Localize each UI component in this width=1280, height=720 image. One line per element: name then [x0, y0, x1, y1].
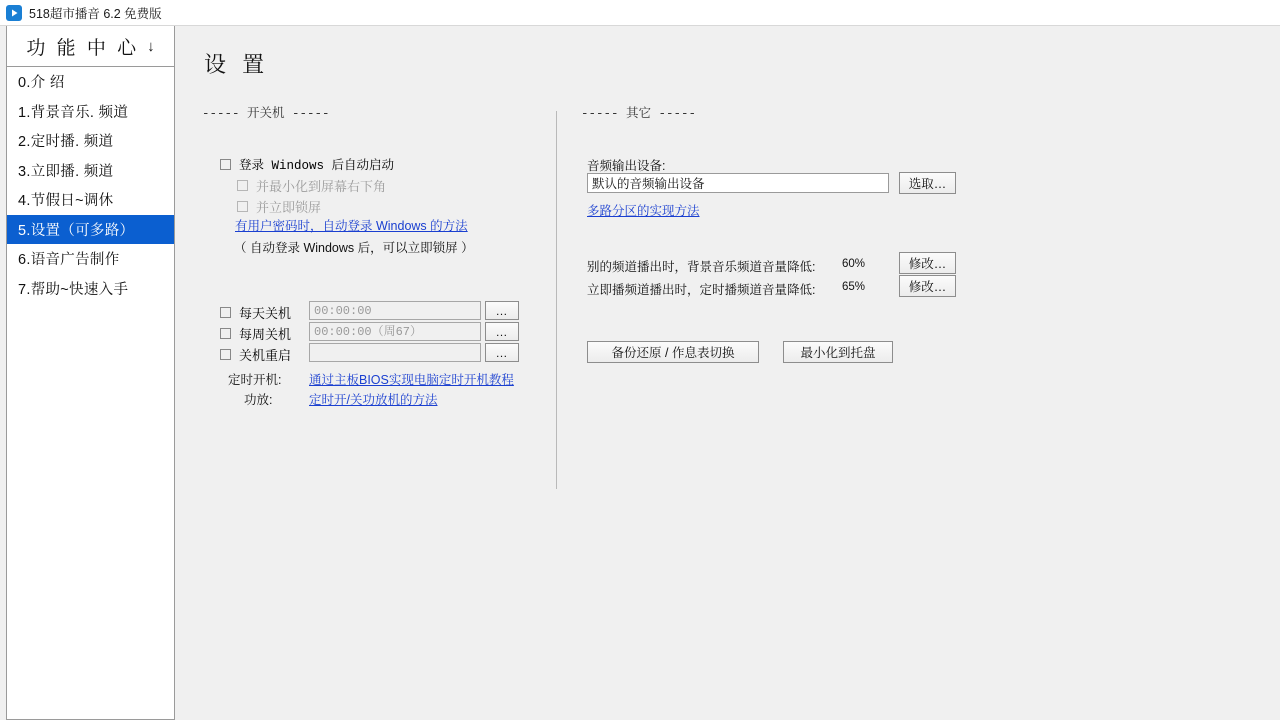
restart-browse-button[interactable]: …: [485, 343, 519, 362]
duck-bgm-label: 别的频道播出时，背景音乐频道音量降低:: [587, 260, 816, 274]
sidebar-item-label: 3.立即播. 频道: [18, 163, 114, 180]
sidebar-item-voice-ad[interactable]: [7, 244, 174, 274]
sidebar-item-label: 7.帮助~快速入手: [18, 281, 129, 298]
shutdown-daily-input[interactable]: 00:00:00: [309, 301, 481, 320]
page-title: 设 置: [204, 52, 270, 77]
timer-boot-link[interactable]: 通过主板BIOS实现电脑定时开机教程: [309, 373, 514, 387]
restart-label: 关机重启: [239, 348, 292, 363]
duck-timed-label: 立即播频道播出时，定时播频道音量降低:: [587, 283, 816, 297]
sidebar-item-holiday[interactable]: [7, 185, 174, 215]
audio-device-input[interactable]: 默认的音频输出设备: [587, 173, 889, 193]
shutdown-weekly-checkbox-row[interactable]: [220, 324, 291, 343]
shutdown-daily-checkbox-row[interactable]: [220, 303, 291, 322]
sidebar-header[interactable]: [7, 26, 174, 67]
sidebar-item-label: 5.设置（可多路）: [18, 222, 135, 239]
lockscreen-label: 并立即锁屏: [256, 200, 322, 215]
sidebar-item-label: 0.介 绍: [18, 75, 65, 92]
workspace: [0, 26, 1280, 720]
minimize-checkbox-row[interactable]: [237, 176, 386, 195]
sidebar-item-settings[interactable]: [7, 215, 174, 245]
restart-checkbox-row[interactable]: [220, 345, 291, 364]
main-panel: [176, 26, 1280, 720]
restart-input[interactable]: [309, 343, 481, 362]
sidebar-header-label: 功 能 中 心: [26, 37, 140, 59]
power-section-legend: ----- 开关机 -----: [202, 107, 330, 121]
shutdown-daily-checkbox[interactable]: [220, 307, 231, 318]
autostart-checkbox[interactable]: [220, 159, 231, 170]
down-arrow-icon: ↓: [147, 37, 155, 55]
window-title: 518超市播音 6.2 免费版: [29, 6, 162, 21]
shutdown-weekly-input[interactable]: 00:00:00（周67）: [309, 322, 481, 341]
autostart-checkbox-row[interactable]: [220, 155, 394, 173]
shutdown-weekly-label: 每周关机: [239, 327, 292, 342]
duck-timed-value: 65%: [842, 281, 866, 293]
sidebar-item-label: 1.背景音乐. 频道: [18, 104, 129, 121]
pick-audio-device-button[interactable]: 选取…: [899, 172, 956, 194]
auto-login-note: （ 自动登录 Windows 后，可以立即锁屏 ）: [234, 241, 474, 255]
modify-duck-timed-button[interactable]: 修改…: [899, 275, 956, 297]
autostart-label: 登录 Windows 后自动启动: [239, 159, 395, 173]
shutdown-weekly-browse-button[interactable]: …: [485, 322, 519, 341]
sidebar-item-label: 6.语音广告制作: [18, 252, 120, 269]
title-bar: [0, 0, 1280, 26]
sidebar-item-label: 2.定时播. 频道: [18, 134, 114, 151]
sidebar-item-help[interactable]: [7, 274, 174, 304]
section-divider: [556, 111, 557, 489]
audio-device-label: 音频输出设备:: [587, 159, 666, 173]
modify-duck-bgm-button[interactable]: 修改…: [899, 252, 956, 274]
play-icon: [6, 5, 22, 21]
sidebar-item-background-music[interactable]: [7, 97, 174, 127]
backup-restore-button[interactable]: 备份还原 / 作息表切换: [587, 341, 759, 363]
minimize-checkbox[interactable]: [237, 180, 248, 191]
minimize-to-tray-button[interactable]: 最小化到托盘: [783, 341, 893, 363]
sidebar-item-instant-play[interactable]: [7, 156, 174, 186]
auto-login-link[interactable]: 有用户密码时，自动登录 Windows 的方法: [235, 219, 468, 233]
restart-checkbox[interactable]: [220, 349, 231, 360]
sidebar: [6, 26, 175, 720]
sidebar-item-intro[interactable]: [7, 67, 174, 97]
amp-label: 功放:: [244, 393, 273, 407]
shutdown-daily-browse-button[interactable]: …: [485, 301, 519, 320]
other-section-legend: ----- 其它 -----: [581, 107, 697, 121]
timer-boot-label: 定时开机:: [228, 373, 282, 387]
sidebar-item-timed-play[interactable]: [7, 126, 174, 156]
lockscreen-checkbox[interactable]: [237, 201, 248, 212]
shutdown-daily-label: 每天关机: [239, 306, 292, 321]
minimize-label: 并最小化到屏幕右下角: [256, 179, 387, 194]
multizone-link[interactable]: 多路分区的实现方法: [587, 204, 700, 218]
lockscreen-checkbox-row[interactable]: [237, 197, 321, 216]
sidebar-item-label: 4.节假日~调休: [18, 193, 114, 210]
duck-bgm-value: 60%: [842, 258, 866, 270]
shutdown-weekly-checkbox[interactable]: [220, 328, 231, 339]
amp-link[interactable]: 定时开/关功放机的方法: [309, 393, 438, 407]
